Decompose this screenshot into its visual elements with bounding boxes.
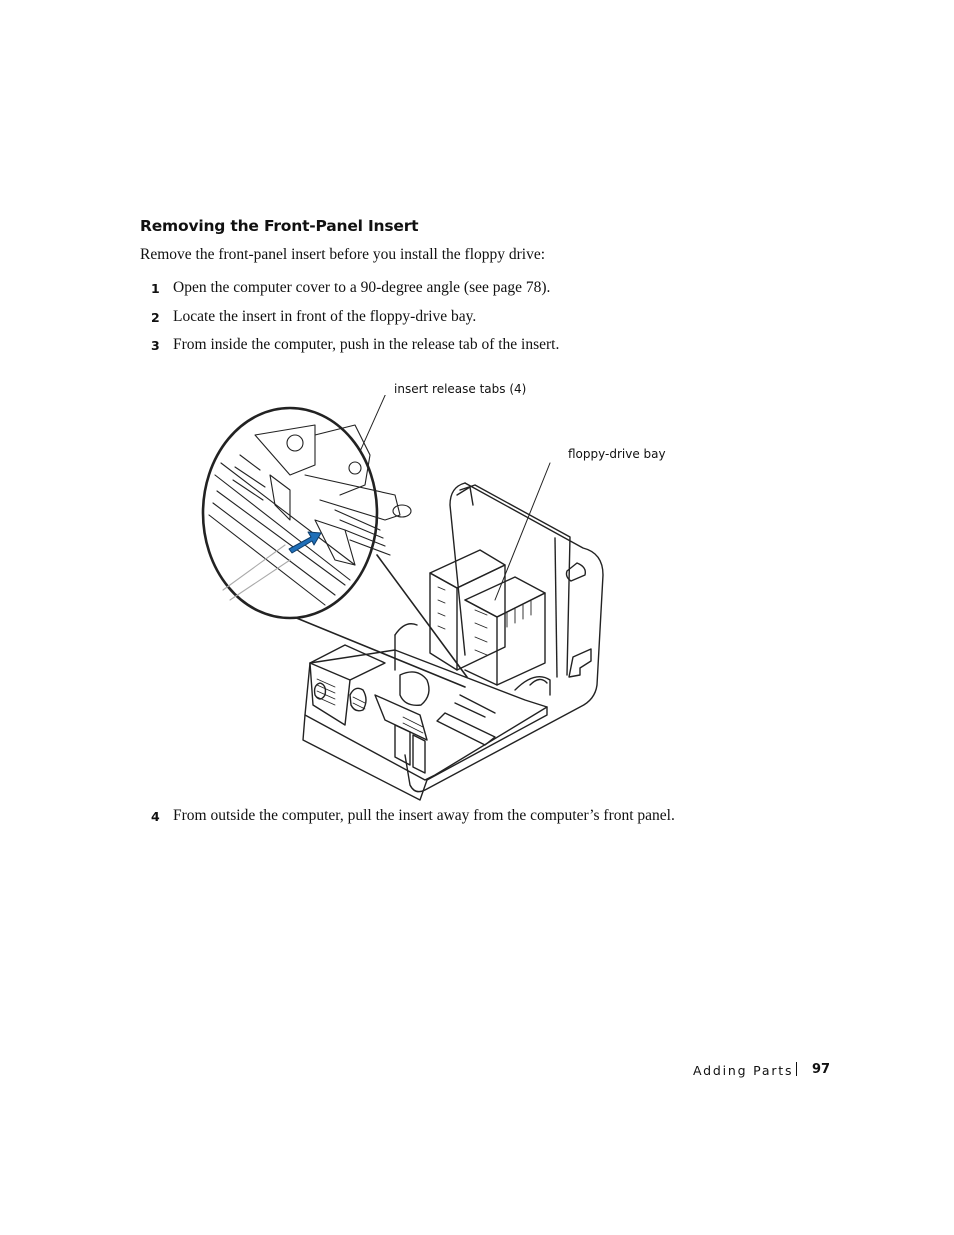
step-number: 1 (151, 281, 160, 296)
callout-leader-bay (495, 463, 550, 600)
footer-section-title: Adding Parts (693, 1063, 794, 1078)
page-number: 97 (812, 1062, 831, 1077)
callout-floppy-drive-bay: floppy-drive bay (568, 447, 666, 461)
step-number: 2 (151, 310, 160, 325)
step-number: 3 (151, 338, 160, 353)
step-text: From outside the computer, pull the insert away from the computer’s front panel. (173, 807, 675, 824)
footer-separator (796, 1062, 797, 1076)
step-text: Locate the insert in front of the floppy-drive bay. (173, 308, 477, 325)
vent-grille (317, 679, 423, 733)
intro-paragraph: Remove the front-panel insert before you install the floppy drive: (140, 246, 546, 263)
step-text: Open the computer cover to a 90-degree angle (see page 78). (173, 279, 551, 296)
section-heading: Removing the Front-Panel Insert (140, 217, 419, 235)
step-number: 4 (151, 809, 160, 824)
step-text: From inside the computer, push in the release tab of the insert. (173, 336, 560, 353)
computer-illustration (195, 395, 615, 805)
callout-release-tabs: insert release tabs (4) (394, 382, 527, 396)
